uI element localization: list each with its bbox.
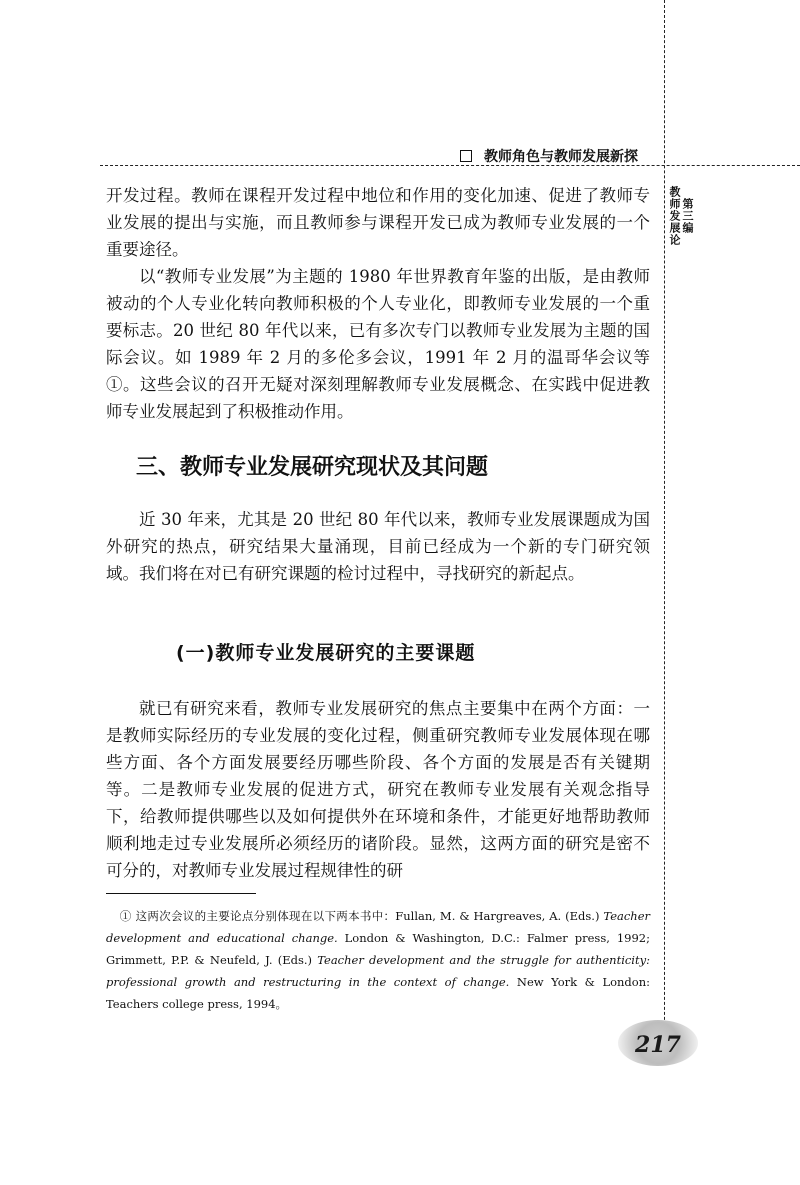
footnote-book-title-2: Teacher development and the struggle for authenticity: professional growth and restructuring in the context of change. <box>106 953 650 989</box>
footnote-book-title-1: Teacher development and educational change. <box>106 909 651 945</box>
section-heading: 三、教师专业发展研究现状及其问题 <box>136 455 489 480</box>
body-paragraph-3 <box>106 506 650 587</box>
footnote-marker: ① <box>119 909 132 923</box>
side-tab-part: 第三编 <box>681 198 694 234</box>
page-number-badge <box>618 1020 698 1066</box>
subsection-heading: (一)教师专业发展研究的主要课题 <box>176 642 476 664</box>
footnote-publisher-1: London & Washington, D.C.: Falmer press, 1992; Grimmett, P.P. & Neufeld, J. (Eds.) <box>106 931 650 967</box>
paragraph-text: 以“教师专业发展”为主题的 1980 年世界教育年鉴的出版，是由教师被动的个人专业化转向教师积极的个人专业化，即教师专业发展的一个重要标志。20 世纪 80 年代以来，已有多次专门以教师专业发展为主题的国际会议。如 1989 年 2 月的多伦多会议，1991 年 2 月的温哥华会议等①。这些会议的召开无疑对深刻理解教师专业发展概念、在实践中促进教师专业发展起到了积极推动作用。 <box>106 267 650 421</box>
running-header-title: 教师角色与教师发展新探 <box>484 149 638 165</box>
body-paragraph-4 <box>106 695 650 884</box>
side-tab-title: 教师发展论 <box>668 186 681 246</box>
page-number: 217 <box>635 1032 681 1058</box>
running-header <box>460 146 660 166</box>
margin-dashed-vertical-rule <box>664 0 665 1060</box>
header-dashed-rule <box>100 165 800 166</box>
paragraph-text: 就已有研究来看，教师专业发展研究的焦点主要集中在两个方面：一是教师实际经历的专业发展的变化过程，侧重研究教师专业发展体现在哪些方面、各个方面发展要经历哪些阶段、各个方面的发展是否有关键期等。二是教师专业发展的促进方式，研究在教师专业发展有关观念指导下，给教师提供哪些以及如何提供外在环境和条件，才能更好地帮助教师顺利地走过专业发展所必须经历的诸阶段。显然，这两方面的研究是密不可分的，对教师专业发展过程规律性的研 <box>106 699 650 880</box>
footnote-publisher-2: New York & London: Teachers college press, 1994。 <box>106 975 650 1011</box>
paragraph-text: 近 30 年来，尤其是 20 世纪 80 年代以来，教师专业发展课题成为国外研究的热点，研究结果大量涌现，目前已经成为一个新的专门研究领域。我们将在对已有研究课题的检讨过程中，寻找研究的新起点。 <box>106 510 650 583</box>
paragraph-text: 开发过程。教师在课程开发过程中地位和作用的变化加速、促进了教师专业发展的提出与实施，而且教师参与课程开发已成为教师专业发展的一个重要途径。 <box>106 186 650 259</box>
body-paragraph-2 <box>106 263 650 425</box>
footnote-intro: 这两次会议的主要论点分别体现在以下两本书中：Fullan, M. & Hargreaves, A. (Eds.) <box>135 909 600 923</box>
square-bullet-icon <box>460 150 472 162</box>
body-paragraph-1 <box>106 182 650 263</box>
footnote-rule <box>106 893 256 894</box>
side-tab <box>668 186 694 246</box>
footnote <box>106 905 650 1015</box>
